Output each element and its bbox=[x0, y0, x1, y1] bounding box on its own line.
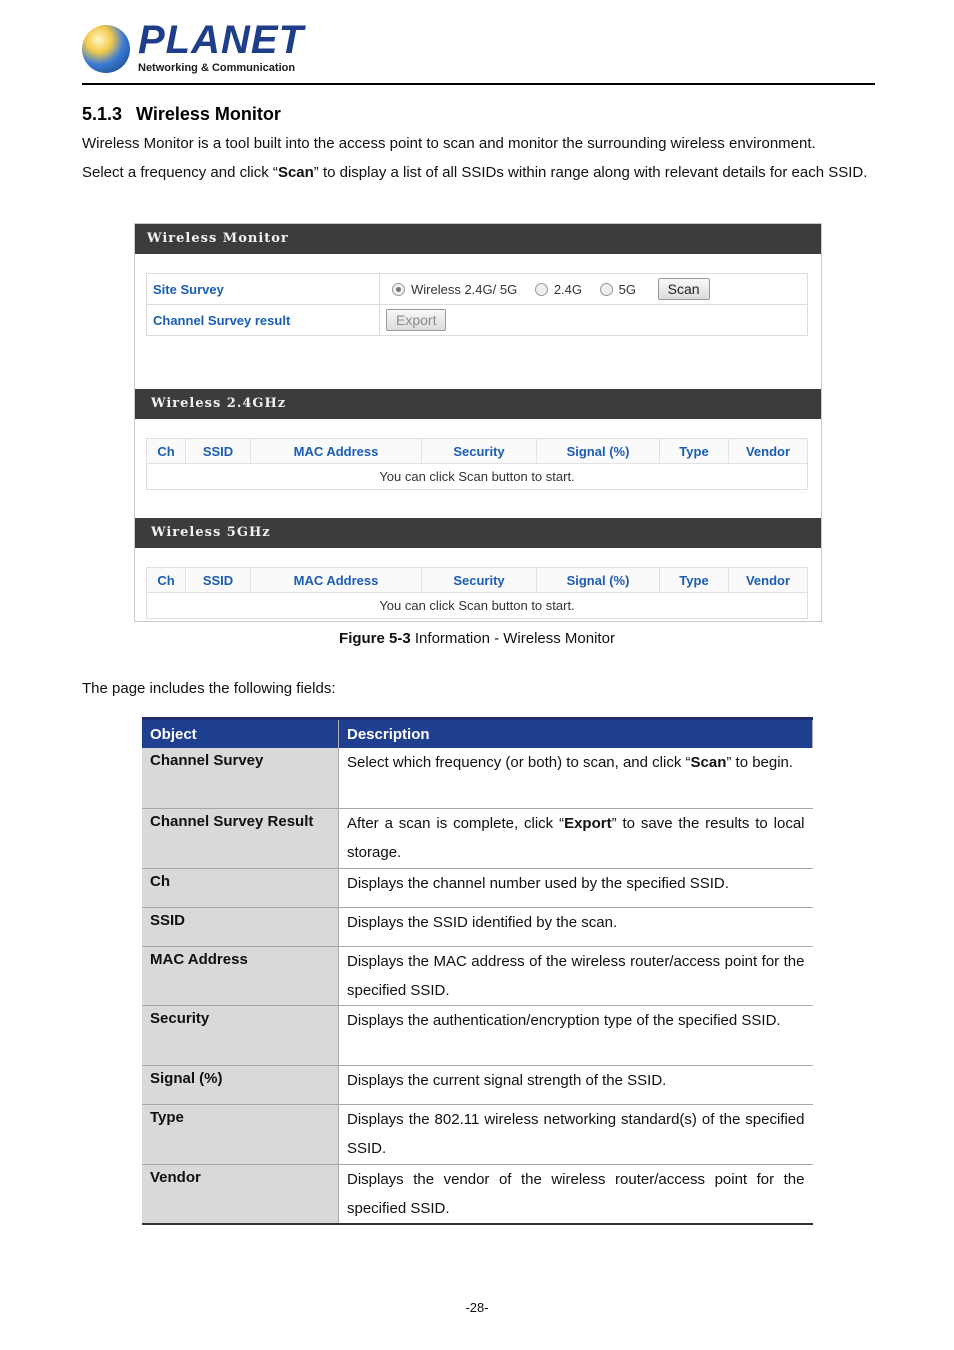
fields-lead: The page includes the following fields: bbox=[82, 680, 336, 697]
section-bar-5ghz bbox=[135, 518, 821, 548]
page-number: -28- bbox=[465, 1300, 489, 1315]
section-bar-24ghz bbox=[135, 389, 821, 419]
channel-survey-result-label: Channel Survey result bbox=[147, 305, 380, 336]
intro-paragraph bbox=[82, 129, 874, 187]
description-bold: Export bbox=[564, 814, 612, 832]
header-object: Object bbox=[142, 719, 339, 749]
col-type[interactable]: Type bbox=[660, 568, 729, 593]
col-signal[interactable]: Signal (%) bbox=[537, 439, 660, 464]
col-vendor[interactable]: Vendor bbox=[729, 568, 808, 593]
object-cell bbox=[142, 748, 339, 808]
col-signal[interactable]: Signal (%) bbox=[537, 568, 660, 593]
col-vendor[interactable]: Vendor bbox=[729, 439, 808, 464]
section-title-24ghz: Wireless 2.4GHz bbox=[151, 396, 287, 411]
planet-logo bbox=[82, 18, 304, 78]
col-ch[interactable]: Ch bbox=[147, 439, 186, 464]
description-cell bbox=[339, 868, 813, 907]
description-text: Displays the MAC address of the wireless router/access point for the specified SSID. bbox=[347, 952, 805, 999]
logo-wordmark: PLANET bbox=[138, 18, 304, 62]
col-security[interactable]: Security bbox=[422, 568, 537, 593]
table-row bbox=[142, 907, 813, 946]
intro-text: Select a frequency and click “ bbox=[82, 164, 278, 181]
table-row bbox=[142, 808, 813, 868]
col-ch[interactable]: Ch bbox=[147, 568, 186, 593]
col-mac[interactable]: MAC Address bbox=[251, 568, 422, 593]
description-text-end: ” to begin. bbox=[726, 754, 794, 771]
object-name: Signal (%) bbox=[150, 1069, 223, 1087]
object-name: SSID bbox=[150, 911, 186, 929]
section-number: 5.1.3 bbox=[82, 104, 123, 124]
section-heading bbox=[82, 104, 281, 125]
description-cell bbox=[339, 946, 813, 1005]
object-cell bbox=[142, 1005, 339, 1065]
table-row bbox=[142, 1164, 813, 1224]
object-cell bbox=[142, 1104, 339, 1164]
description-cell bbox=[339, 1005, 813, 1065]
object-cell bbox=[142, 907, 339, 946]
results-table-24ghz bbox=[146, 438, 808, 490]
results-table-5ghz bbox=[146, 567, 808, 619]
object-cell bbox=[142, 868, 339, 907]
logo-tagline: Networking & Communication bbox=[138, 62, 296, 74]
object-cell bbox=[142, 1164, 339, 1224]
empty-message: You can click Scan button to start. bbox=[147, 593, 808, 619]
object-name: Vendor bbox=[150, 1168, 201, 1186]
object-name: MAC Address bbox=[150, 950, 248, 968]
description-text: Displays the SSID identified by the scan. bbox=[347, 913, 618, 931]
object-cell bbox=[142, 946, 339, 1005]
fields-body bbox=[142, 748, 813, 1224]
table-row bbox=[142, 1065, 813, 1104]
object-name: Security bbox=[150, 1009, 210, 1027]
wireless-monitor-screenshot bbox=[134, 223, 822, 622]
col-ssid[interactable]: SSID bbox=[186, 439, 251, 464]
description-cell bbox=[339, 1164, 813, 1224]
radio-5g-label: 5G bbox=[618, 281, 636, 297]
radio-5g[interactable] bbox=[600, 283, 613, 296]
fields-table bbox=[142, 717, 813, 1225]
description-cell bbox=[339, 748, 813, 808]
description-cell bbox=[339, 1065, 813, 1104]
description-bold: Scan bbox=[690, 754, 727, 771]
table-row bbox=[142, 748, 813, 808]
object-name: Ch bbox=[150, 872, 170, 890]
globe-icon bbox=[82, 25, 130, 73]
scan-button[interactable]: Scan bbox=[658, 278, 710, 300]
col-security[interactable]: Security bbox=[422, 439, 537, 464]
site-survey-label: Site Survey bbox=[147, 274, 380, 305]
radio-24g[interactable] bbox=[535, 283, 548, 296]
panel-title: Wireless Monitor bbox=[147, 231, 289, 246]
survey-controls bbox=[146, 273, 808, 336]
intro-bold-scan: Scan bbox=[277, 164, 314, 181]
description-text: After a scan is complete, click “ bbox=[347, 814, 565, 832]
figure-caption bbox=[0, 630, 954, 647]
empty-message: You can click Scan button to start. bbox=[147, 464, 808, 490]
object-name: Channel Survey bbox=[150, 752, 264, 769]
description-text: Select which frequency (or both) to scan, and click “ bbox=[347, 754, 691, 771]
radio-both[interactable] bbox=[392, 283, 405, 296]
col-mac[interactable]: MAC Address bbox=[251, 439, 422, 464]
description-cell bbox=[339, 808, 813, 868]
table-row bbox=[142, 946, 813, 1005]
export-cell bbox=[380, 305, 808, 336]
table-row bbox=[142, 1005, 813, 1065]
description-text: Displays the 802.11 wireless networking standard(s) of the specified SSID. bbox=[347, 1110, 805, 1157]
section-title: Wireless Monitor bbox=[136, 104, 281, 124]
object-cell bbox=[142, 808, 339, 868]
radio-24g-label: 2.4G bbox=[553, 281, 583, 297]
description-text-end: ” to save the results to local storage. bbox=[347, 814, 805, 861]
description-text: Displays the current signal strength of the SSID. bbox=[347, 1071, 667, 1089]
description-text: Displays the vendor of the wireless router/access point for the specified SSID. bbox=[347, 1170, 805, 1217]
table-row bbox=[142, 868, 813, 907]
object-name: Channel Survey Result bbox=[150, 812, 314, 830]
description-text: Displays the authentication/encryption type of the specified SSID. bbox=[347, 1011, 781, 1029]
description-text: Displays the channel number used by the specified SSID. bbox=[347, 874, 729, 892]
object-name: Type bbox=[150, 1108, 184, 1126]
intro-line-2 bbox=[82, 158, 874, 187]
figure-label: Figure 5-3 bbox=[339, 630, 411, 647]
description-cell bbox=[339, 907, 813, 946]
col-ssid[interactable]: SSID bbox=[186, 568, 251, 593]
site-survey-options bbox=[380, 274, 808, 305]
panel-title-bar bbox=[135, 224, 821, 254]
section-title-5ghz: Wireless 5GHz bbox=[151, 525, 271, 540]
table-row bbox=[142, 1104, 813, 1164]
figure-text: Information - Wireless Monitor bbox=[410, 630, 615, 647]
header-description: Description bbox=[339, 719, 813, 749]
radio-both-label: Wireless 2.4G/ 5G bbox=[411, 281, 518, 297]
description-cell bbox=[339, 1104, 813, 1164]
export-button[interactable]: Export bbox=[386, 309, 446, 331]
object-cell bbox=[142, 1065, 339, 1104]
intro-text-end: ” to display a list of all SSIDs within range along with relevant details for each SSID. bbox=[313, 164, 868, 181]
col-type[interactable]: Type bbox=[660, 439, 729, 464]
header-divider bbox=[82, 83, 875, 85]
intro-line-1: Wireless Monitor is a tool built into the access point to scan and monitor the surrounding wireless environment. bbox=[82, 135, 816, 152]
